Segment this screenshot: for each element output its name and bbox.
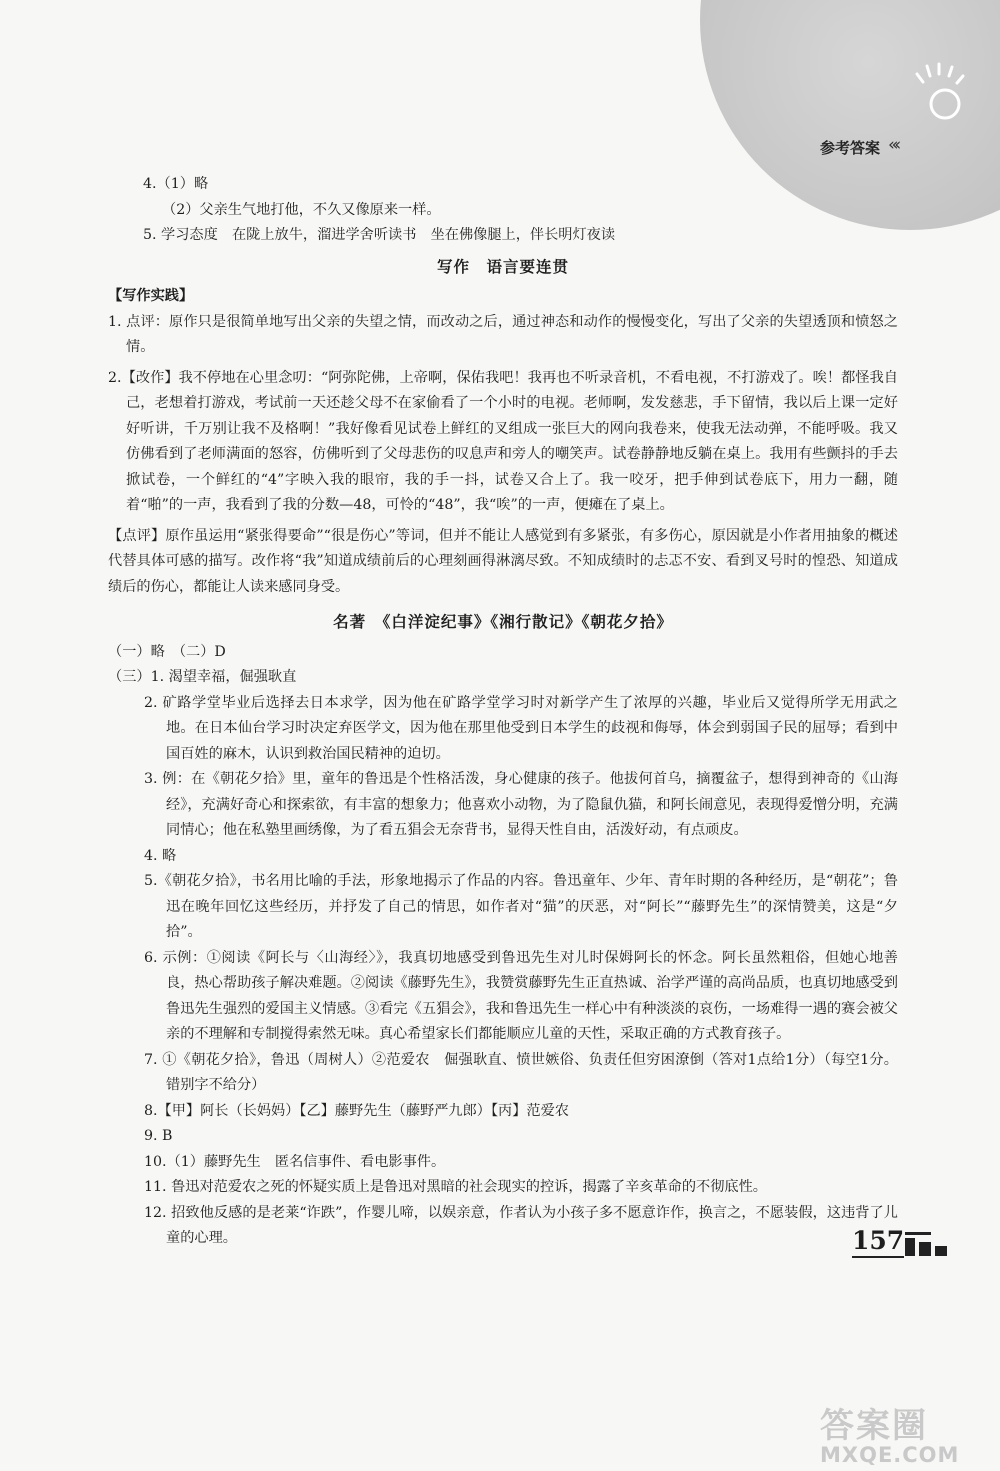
sun-icon (905, 62, 967, 124)
answer-item: 1. 点评：原作只是很简单地写出父亲的失望之情，而改动之后，通过神态和动作的慢慢变化，写出了父亲的失望透顶和愤怒之情。 (108, 313, 898, 355)
answer-item: 6. 示例：①阅读《阿长与〈山海经〉》，我真切地感受到鲁迅先生对儿时保姆阿长的怀念。阿长虽然粗俗，但她心地善良，热心帮助孩子解决难题。②阅读《藤野先生》，我赞赏藤野先生正直热诚、治学严谨的高尚品质，也真切地感受到鲁迅先生强烈的爱国主义情感。③看完《五猖会》，我和鲁迅先生一样心中有种淡淡的哀伤，一场难得一遇的赛会被父亲的不理解和专制搅得索然无味。真心希望家长们都能顺应儿童的天性，采取正确的方式教育孩子。 (144, 949, 898, 1042)
page-number: 157 (852, 1226, 904, 1258)
answer-line: （2）父亲生气地打他，不久又像原来一样。 (162, 201, 441, 218)
answer-item: 10.（1）藤野先生 匿名信事件、看电影事件。 (144, 1153, 446, 1170)
answer-item: 12. 招致他反感的是老莱“诈跌”，作婴儿啼，以娱亲意，作者认为小孩子多不愿意诈作，换言之，不愿装假，这违背了儿童的心理。 (144, 1204, 898, 1246)
answer-line: （三）1. 渴望幸福，倔强耿直 (108, 669, 297, 685)
answer-item: 11. 鲁迅对范爱农之死的怀疑实质上是鲁迅对黑暗的社会现实的控诉，揭露了辛亥革命的不彻底性。 (144, 1179, 767, 1195)
answer-item: 4. 略 (144, 847, 177, 864)
answer-item: 7. ①《朝花夕拾》，鲁迅（周树人）②范爱农 倔强耿直、愤世嫉俗、负责任但穷困潦倒（答对1点给1分）（每空1分。错别字不给分） (144, 1051, 898, 1093)
chevron-left-icon: «‹ (888, 135, 898, 155)
section-title: 写作 语言要连贯 (436, 257, 569, 276)
answer-item: 9. B (144, 1128, 173, 1144)
answer-item: 3. 例：在《朝花夕拾》里，童年的鲁迅是个性格活泼，身心健康的孩子。他拔何首乌，摘覆盆子，想得到神奇的《山海经》，充满好奇心和探索欲，有丰富的想象力；他喜欢小动物，为了隐鼠仇猫，和阿长闹意见，表现得爱憎分明，充满同情心；他在私塾里画绣像，为了看五猖会无奈背书，显得天性自由，活泼好动，有点顽皮。 (144, 771, 898, 838)
answer-item: 2. 矿路学堂毕业后选择去日本求学，因为他在矿路学堂学习时对新学产生了浓厚的兴趣，毕业后又觉得所学无用武之地。在日本仙台学习时决定弃医学文，因为他在那里他受到日本学生的歧视和侮辱，体会到弱国子民的屈辱；看到中国百姓的麻木，认识到救治国民精神的迫切。 (144, 694, 898, 762)
comment: 【点评】原作虽运用“紧张得要命”“很是伤心”等词，但并不能让人感觉到有多紧张，有多伤心，原因就是小作者用抽象的概述代替具体可感的描写。改作将“我”知道成绩前后的心理刻画得淋漓尽致。不知成绩时的忐忑不安、看到叉号时的惶恐、知道成绩后的伤心，都能让人读来感同身受。 (108, 527, 898, 595)
section-title: 名著 《白洋淀纪事》《湘行散记》《朝花夕拾》 (333, 613, 673, 631)
watermark (820, 1398, 996, 1470)
answer-content (108, 172, 898, 1252)
answer-line: 5. 学习态度 在陇上放牛，溜进学舍听读书 坐在佛像腿上，伴长明灯夜读 (143, 227, 616, 243)
watermark-line2: MXQE.COM (820, 1443, 960, 1467)
answer-line: 4.（1）略 (143, 176, 209, 192)
answer-item: 8.【甲】阿长（长妈妈）【乙】藤野先生（藤野严九郎）【丙】范爱农 (144, 1102, 569, 1119)
practice-tag: 【写作实践】 (108, 288, 194, 304)
header-label: 参考答案 (820, 139, 881, 157)
answer-item: 2.【改作】我不停地在心里念叨：“阿弥陀佛，上帝啊，保佑我吧！我再也不听录音机，不看电视，不打游戏了。唉！都怪我自己，老想着打游戏，考试前一天还趁父母不在家偷看了一个小时的电视。老师啊，发发慈悲，手下留情，我以后上课一定好好听讲，千万别让我不及格啊！”我好像看见试卷上鲜红的叉组成一张巨大的网向我卷来，使我无法动弹，不能呼吸。我又仿佛看到了老师满面的怒容，仿佛听到了父母悲伤的叹息声和旁人的嘲笑声。试卷静静地反躺在桌上。我用有些颤抖的手去掀试卷，一个鲜红的“4”字映入我的眼帘，我的手一抖，试卷又合上了。我一咬牙，把手伸到试卷底下，用力一翻，随着“啪”的一声，我看到了我的分数—48，可怜的“48”，我“唉”的一声，便瘫在了桌上。 (108, 369, 898, 513)
watermark-line1: 答案圈 (820, 1406, 928, 1446)
answer-line: （一）略 （二）D (108, 643, 226, 660)
answer-item: 5.《朝花夕拾》，书名用比喻的手法，形象地揭示了作品的内容。鲁迅童年、少年、青年时期的各种经历，是“朝花”；鲁迅在晚年回忆这些经历，并抒发了自己的情思，如作者对“猫”的厌恶，对“阿长”“藤野先生”的深情赞美，这是“夕拾”。 (144, 873, 898, 940)
